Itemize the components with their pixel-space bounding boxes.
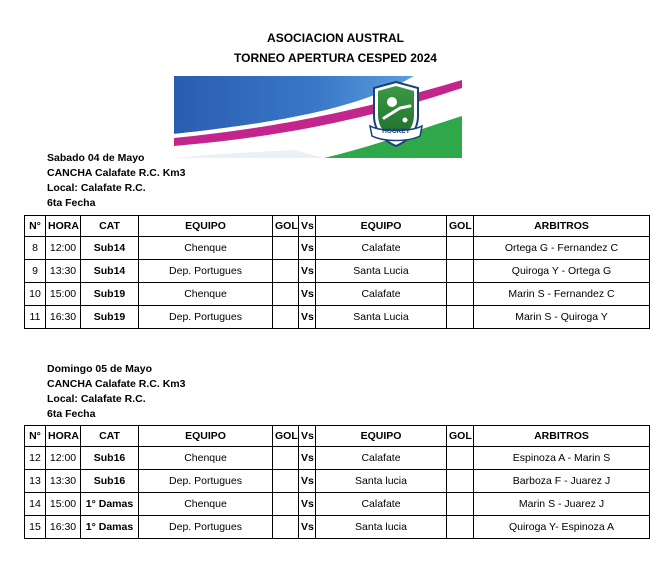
away-goals <box>447 260 474 283</box>
col-header-arbitros: ARBITROS <box>474 216 650 237</box>
home-goals <box>273 516 299 539</box>
home-goals <box>273 306 299 329</box>
away-team: Calafate <box>316 447 447 470</box>
col-header-number: N° <box>25 216 46 237</box>
match-number: 12 <box>25 447 46 470</box>
match-time: 16:30 <box>46 516 81 539</box>
col-header-gol-home: GOL <box>273 216 299 237</box>
day1-round: 6ta Fecha <box>47 197 96 209</box>
referees: Marin S - Fernandez C <box>474 283 650 306</box>
table-header-row <box>25 216 650 237</box>
home-goals <box>273 470 299 493</box>
match-category: 1° Damas <box>81 493 139 516</box>
home-team: Chenque <box>139 237 273 260</box>
table-row <box>25 493 650 516</box>
vs-label: Vs <box>299 516 316 539</box>
match-number: 14 <box>25 493 46 516</box>
table-row <box>25 260 650 283</box>
home-goals <box>273 283 299 306</box>
table-row <box>25 237 650 260</box>
home-team: Dep. Portugues <box>139 306 273 329</box>
match-number: 10 <box>25 283 46 306</box>
away-goals <box>447 493 474 516</box>
away-goals <box>447 283 474 306</box>
away-goals <box>447 237 474 260</box>
day2-date: Domingo 05 de Mayo <box>47 363 153 375</box>
col-header-gol-home: GOL <box>273 426 299 447</box>
away-team: Santa Lucia <box>316 306 447 329</box>
col-header-equipo-away: EQUIPO <box>316 426 447 447</box>
match-category: Sub19 <box>81 283 139 306</box>
match-time: 15:00 <box>46 493 81 516</box>
table-header-row <box>25 426 650 447</box>
page-subtitle: TORNEO APERTURA CESPED 2024 <box>234 51 437 65</box>
referees: Ortega G - Fernandez C <box>474 237 650 260</box>
col-header-equipo-home: EQUIPO <box>139 216 273 237</box>
match-category: Sub14 <box>81 260 139 283</box>
away-goals <box>447 306 474 329</box>
day1-local: Local: Calafate R.C. <box>47 182 146 194</box>
table-row <box>25 516 650 539</box>
vs-label: Vs <box>299 260 316 283</box>
col-header-cat: CAT <box>81 216 139 237</box>
away-goals <box>447 516 474 539</box>
hockey-banner-logo <box>174 76 462 158</box>
col-header-vs: Vs <box>299 426 316 447</box>
home-goals <box>273 493 299 516</box>
fixtures-table-day1 <box>24 215 650 329</box>
away-team: Santa lucia <box>316 470 447 493</box>
referees: Quiroga Y- Espinoza A <box>474 516 650 539</box>
referees: Marin S - Quiroga Y <box>474 306 650 329</box>
vs-label: Vs <box>299 493 316 516</box>
referees: Espinoza A - Marin S <box>474 447 650 470</box>
table-row <box>25 447 650 470</box>
away-team: Calafate <box>316 237 447 260</box>
home-team: Chenque <box>139 493 273 516</box>
col-header-hora: HORA <box>46 216 81 237</box>
vs-label: Vs <box>299 306 316 329</box>
match-time: 12:00 <box>46 447 81 470</box>
home-goals <box>273 260 299 283</box>
col-header-equipo-away: EQUIPO <box>316 216 447 237</box>
match-number: 15 <box>25 516 46 539</box>
home-goals <box>273 237 299 260</box>
day2-venue: CANCHA Calafate R.C. Km3 <box>47 378 186 390</box>
away-goals <box>447 447 474 470</box>
match-category: Sub16 <box>81 470 139 493</box>
col-header-gol-away: GOL <box>447 216 474 237</box>
away-team: Santa Lucia <box>316 260 447 283</box>
col-header-cat: CAT <box>81 426 139 447</box>
match-category: Sub19 <box>81 306 139 329</box>
away-goals <box>447 470 474 493</box>
day1-date: Sabado 04 de Mayo <box>47 152 145 164</box>
col-header-gol-away: GOL <box>447 426 474 447</box>
home-team: Dep. Portugues <box>139 516 273 539</box>
match-number: 13 <box>25 470 46 493</box>
match-number: 8 <box>25 237 46 260</box>
home-team: Dep. Portugues <box>139 260 273 283</box>
referees: Marin S - Juarez J <box>474 493 650 516</box>
day1-info <box>47 151 185 211</box>
match-time: 12:00 <box>46 237 81 260</box>
referees: Quiroga Y - Ortega G <box>474 260 650 283</box>
match-number: 11 <box>25 306 46 329</box>
away-team: Calafate <box>316 493 447 516</box>
home-goals <box>273 447 299 470</box>
match-category: Sub14 <box>81 237 139 260</box>
col-header-arbitros: ARBITROS <box>474 426 650 447</box>
away-team: Calafate <box>316 283 447 306</box>
col-header-vs: Vs <box>299 216 316 237</box>
col-header-equipo-home: EQUIPO <box>139 426 273 447</box>
page-title: ASOCIACION AUSTRAL <box>267 31 404 45</box>
vs-label: Vs <box>299 283 316 306</box>
day1-venue: CANCHA Calafate R.C. Km3 <box>47 167 186 179</box>
home-team: Dep. Portugues <box>139 470 273 493</box>
vs-label: Vs <box>299 470 316 493</box>
col-header-hora: HORA <box>46 426 81 447</box>
match-time: 15:00 <box>46 283 81 306</box>
day2-info <box>47 362 185 422</box>
match-category: Sub16 <box>81 447 139 470</box>
home-team: Chenque <box>139 283 273 306</box>
day2-local: Local: Calafate R.C. <box>47 393 146 405</box>
col-header-number: N° <box>25 426 46 447</box>
referees: Barboza F - Juarez J <box>474 470 650 493</box>
vs-label: Vs <box>299 447 316 470</box>
match-number: 9 <box>25 260 46 283</box>
match-time: 13:30 <box>46 470 81 493</box>
match-time: 16:30 <box>46 306 81 329</box>
day2-round: 6ta Fecha <box>47 408 96 420</box>
home-team: Chenque <box>139 447 273 470</box>
away-team: Santa lucia <box>316 516 447 539</box>
fixtures-table-day2 <box>24 425 650 539</box>
vs-label: Vs <box>299 237 316 260</box>
badge-text: HOCKEY <box>382 128 410 135</box>
table-row <box>25 283 650 306</box>
table-row <box>25 306 650 329</box>
table-row <box>25 470 650 493</box>
match-time: 13:30 <box>46 260 81 283</box>
match-category: 1° Damas <box>81 516 139 539</box>
